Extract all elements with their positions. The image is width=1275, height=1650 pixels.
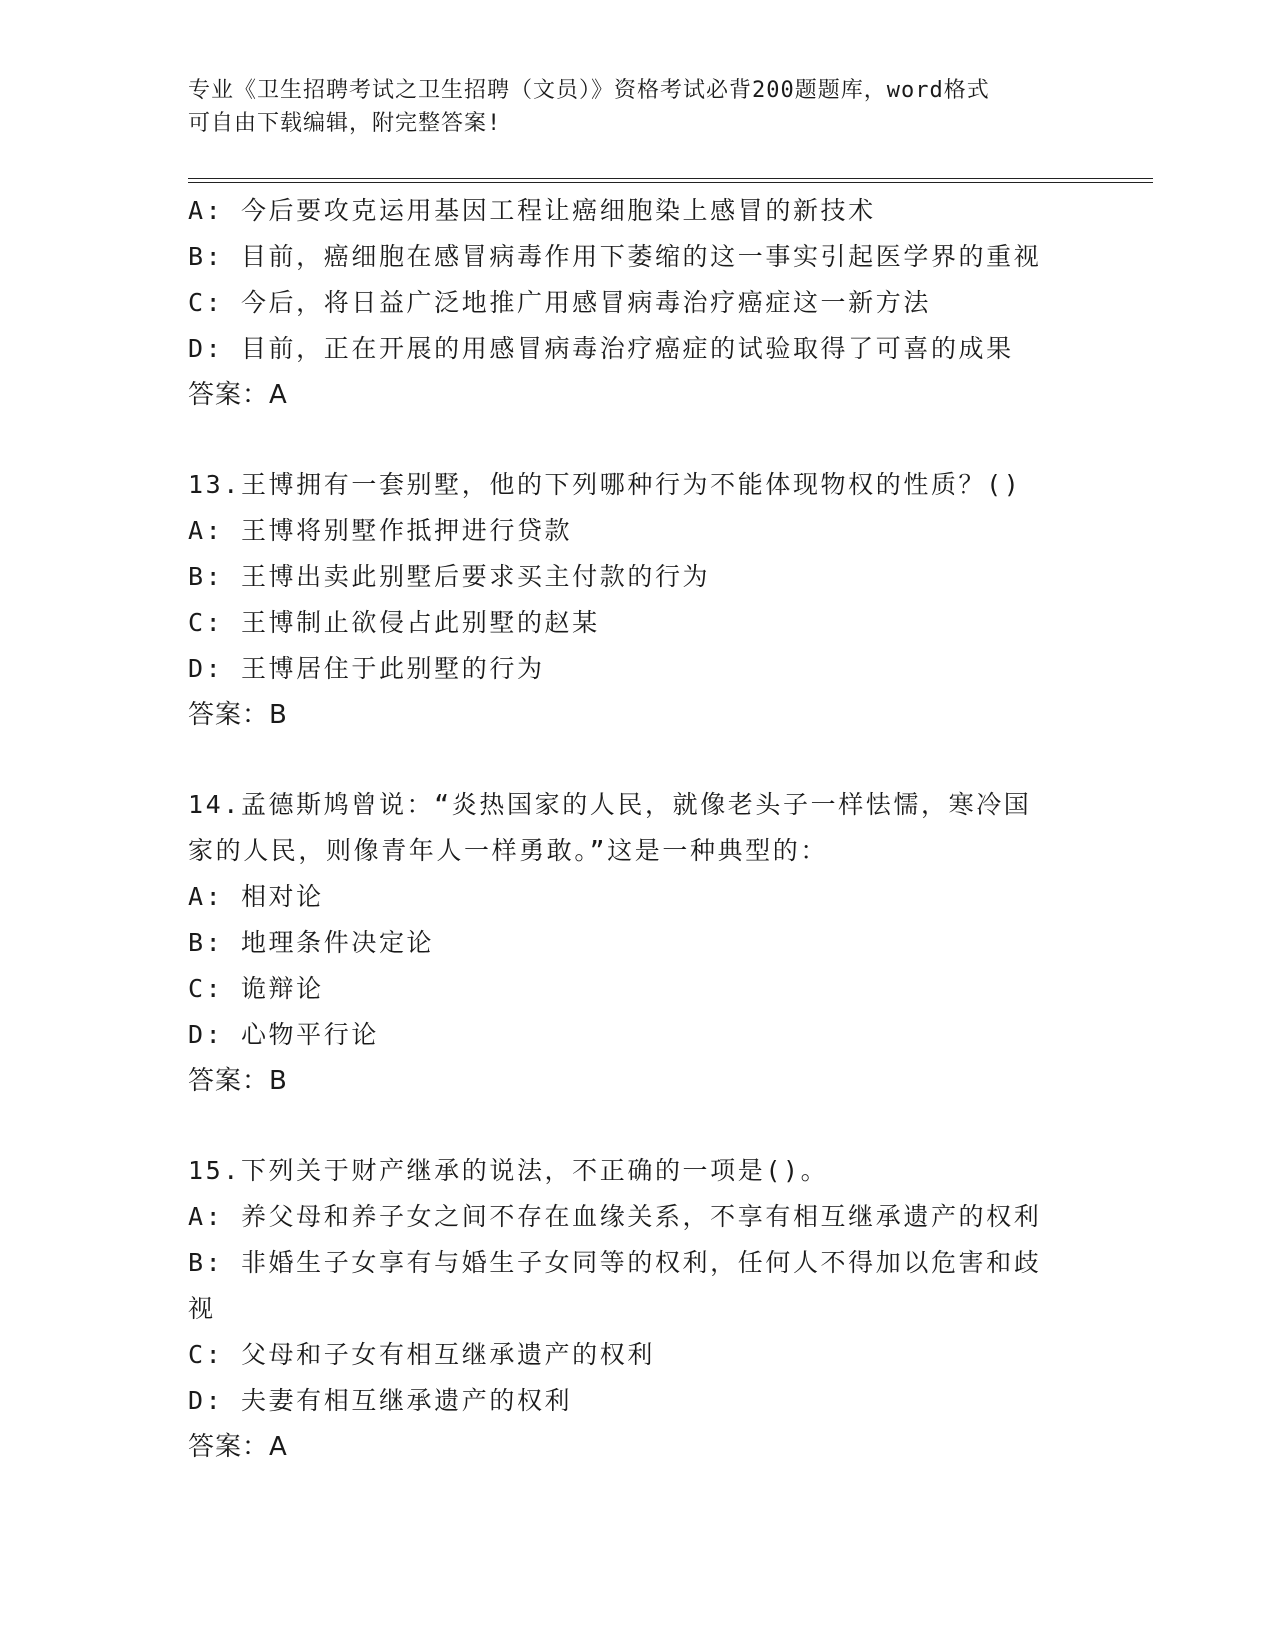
option-d: D: 夫妻有相互继承遗产的权利: [188, 1386, 573, 1415]
option-d: D: 王博居住于此别墅的行为: [188, 654, 545, 683]
document-header: [188, 74, 1088, 140]
question-block-13: [188, 462, 1108, 738]
question-stem: 15.下列关于财产继承的说法，不正确的一项是()。: [188, 1156, 829, 1185]
header-line-1: 专业《卫生招聘考试之卫生招聘（文员）》资格考试必背200题题库，word格式: [188, 78, 990, 103]
option-b: B: 地理条件决定论: [188, 928, 435, 957]
question-block-15: [188, 1148, 1108, 1470]
question-list: [188, 188, 1108, 1470]
option-a: A: 今后要攻克运用基因工程让癌细胞染上感冒的新技术: [188, 196, 876, 225]
option-b-line-1: B: 非婚生子女享有与婚生子女同等的权利，任何人不得加以危害和歧: [188, 1248, 1042, 1277]
option-b-line-2: 视: [188, 1294, 216, 1323]
option-c: C: 父母和子女有相互继承遗产的权利: [188, 1340, 655, 1369]
header-divider-bottom: [188, 182, 1153, 183]
option-a: A: 相对论: [188, 882, 324, 911]
answer-line: 答案：A: [188, 1432, 288, 1462]
question-block-14: [188, 782, 1108, 1104]
option-c: C: 今后，将日益广泛地推广用感冒病毒治疗癌症这一新方法: [188, 288, 931, 317]
spacer: [188, 738, 1108, 782]
question-stem: 13.王博拥有一套别墅，他的下列哪种行为不能体现物权的性质？(): [188, 470, 1022, 499]
question-stem-line-2: 家的人民，则像青年人一样勇敢。”这是一种典型的：: [188, 836, 828, 865]
option-d: D: 目前，正在开展的用感冒病毒治疗癌症的试验取得了可喜的成果: [188, 334, 1014, 363]
spacer: [188, 1104, 1108, 1148]
answer-line: 答案：B: [188, 1066, 288, 1096]
option-c: C: 诡辩论: [188, 974, 324, 1003]
option-b: B: 目前，癌细胞在感冒病毒作用下萎缩的这一事实引起医学界的重视: [188, 242, 1042, 271]
option-b: B: 王博出卖此别墅后要求买主付款的行为: [188, 562, 711, 591]
header-line-2: 可自由下载编辑，附完整答案!: [188, 111, 502, 136]
option-a: A: 养父母和养子女之间不存在血缘关系，不享有相互继承遗产的权利: [188, 1202, 1042, 1231]
option-d: D: 心物平行论: [188, 1020, 379, 1049]
spacer: [188, 418, 1108, 462]
option-c: C: 王博制止欲侵占此别墅的赵某: [188, 608, 600, 637]
question-stem-line-1: 14.孟德斯鸠曾说：“炎热国家的人民，就像老头子一样怯懦，寒冷国: [188, 790, 1032, 819]
answer-line: 答案：B: [188, 700, 288, 730]
header-divider-top: [188, 178, 1153, 179]
question-block-12: [188, 188, 1108, 418]
option-a: A: 王博将别墅作抵押进行贷款: [188, 516, 573, 545]
answer-line: 答案：A: [188, 380, 288, 410]
